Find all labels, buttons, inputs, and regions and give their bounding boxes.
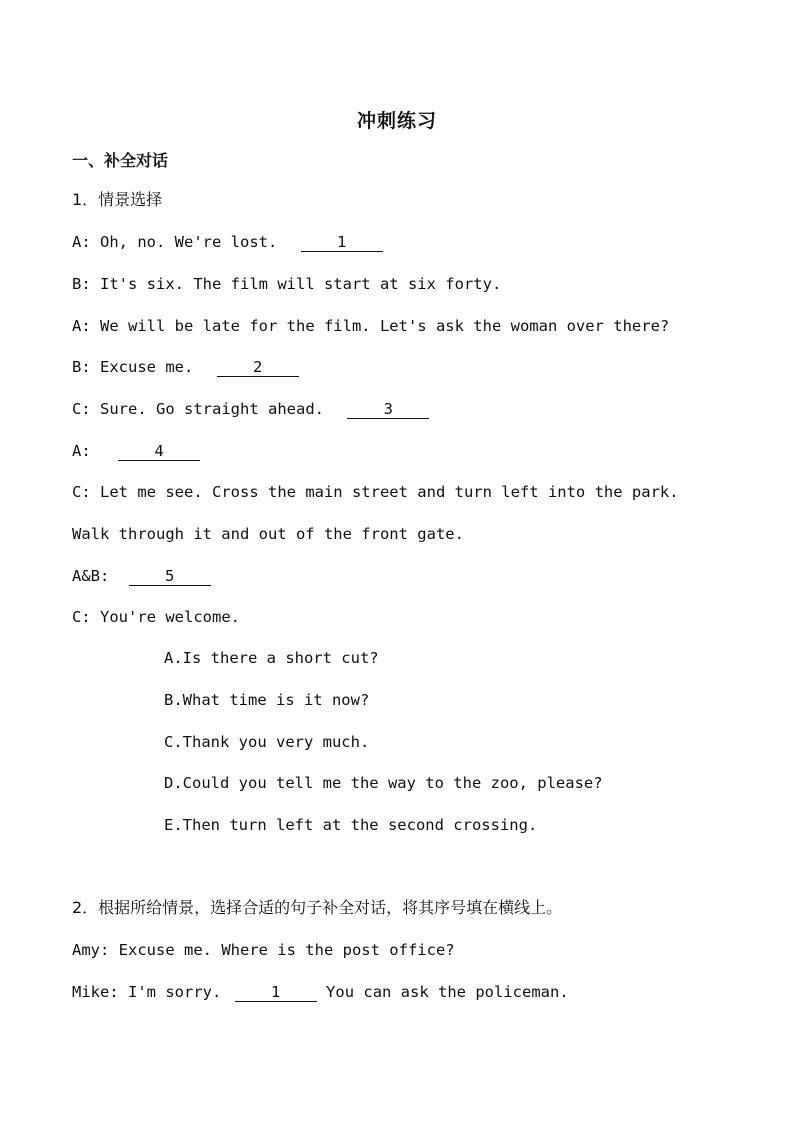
- speaker: A:: [72, 442, 91, 460]
- option-e: E.Then turn left at the second crossing.: [164, 816, 538, 834]
- speaker: C:: [72, 400, 91, 418]
- utterance: Oh, no. We're lost.: [100, 233, 278, 251]
- dialogue-line: [72, 940, 455, 960]
- utterance-after: You can ask the policeman.: [326, 983, 569, 1001]
- speaker: B:: [72, 275, 91, 293]
- answer-blank[interactable]: 1: [301, 233, 383, 252]
- option-a: A.Is there a short cut?: [164, 649, 379, 667]
- answer-blank[interactable]: 4: [118, 442, 200, 461]
- question-1-label: 1．情景选择: [72, 190, 163, 209]
- utterance: It's six. The film will start at six forty.: [100, 275, 502, 293]
- page-title: 冲刺练习: [356, 110, 437, 132]
- question-2-label: 2．根据所给情景，选择合适的句子补全对话，将其序号填在横线上。: [72, 898, 563, 917]
- utterance: We will be late for the film. Let's ask the woman over there?: [100, 317, 670, 335]
- dialogue-line: [72, 607, 240, 627]
- answer-blank[interactable]: 5: [129, 567, 211, 586]
- dialogue-line: [72, 357, 299, 377]
- dialogue-line: [72, 441, 200, 461]
- option-b: B.What time is it now?: [164, 691, 370, 709]
- option-d: D.Could you tell me the way to the zoo, please?: [164, 774, 603, 792]
- dialogue-line: [72, 232, 383, 252]
- utterance: Excuse me. Where is the post office?: [118, 941, 455, 959]
- dialogue-line: [72, 524, 464, 544]
- speaker: C:: [72, 483, 91, 501]
- utterance: Let me see. Cross the main street and turn left into the park.: [100, 483, 679, 501]
- speaker: Mike:: [72, 983, 119, 1001]
- answer-blank[interactable]: 2: [217, 358, 299, 377]
- utterance: Walk through it and out of the front gate.: [72, 525, 464, 543]
- option-c: C.Thank you very much.: [164, 733, 370, 751]
- answer-blank[interactable]: 3: [347, 400, 429, 419]
- speaker: A&B:: [72, 567, 110, 585]
- speaker: A:: [72, 233, 91, 251]
- utterance: Excuse me.: [100, 358, 194, 376]
- dialogue-line: [72, 982, 569, 1002]
- dialogue-line: [72, 399, 429, 419]
- utterance: Sure. Go straight ahead.: [100, 400, 324, 418]
- speaker: A:: [72, 317, 91, 335]
- dialogue-line: [72, 482, 679, 502]
- speaker: B:: [72, 358, 91, 376]
- speaker: C:: [72, 608, 91, 626]
- dialogue-line: [72, 274, 501, 294]
- utterance: I'm sorry.: [128, 983, 222, 1001]
- answer-blank[interactable]: 1: [235, 983, 317, 1002]
- speaker: Amy:: [72, 941, 110, 959]
- section-heading: 一、补全对话: [72, 151, 169, 170]
- dialogue-line: [72, 566, 211, 586]
- dialogue-line: [72, 316, 669, 336]
- utterance: You're welcome.: [100, 608, 240, 626]
